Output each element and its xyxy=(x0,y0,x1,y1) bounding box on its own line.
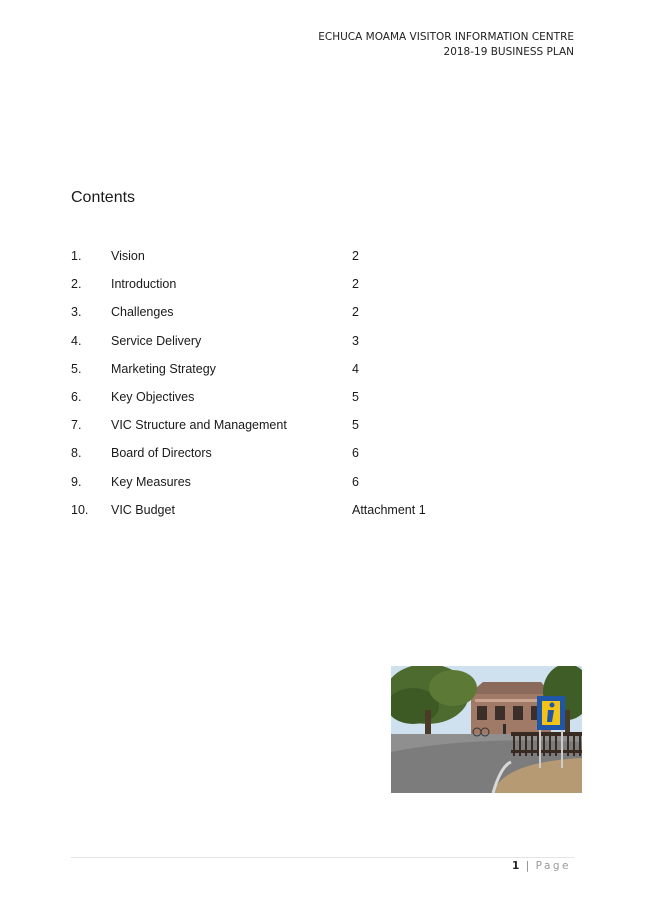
toc-entry-number: 3. xyxy=(71,305,82,320)
toc-entry-number: 7. xyxy=(71,418,82,433)
toc-entry-number: 2. xyxy=(71,277,82,292)
header-line-organisation: ECHUCA MOAMA VISITOR INFORMATION CENTRE xyxy=(318,31,574,43)
toc-entry-title: VIC Budget xyxy=(111,502,175,517)
toc-entry-number: 1. xyxy=(71,249,82,263)
toc-entry-page: 2 xyxy=(352,249,359,263)
contents-title: Contents xyxy=(71,189,136,206)
toc-entry[interactable] xyxy=(71,445,471,473)
header-line-plan: 2018-19 BUSINESS PLAN xyxy=(443,46,574,58)
toc-entry-page: 6 xyxy=(352,446,359,461)
toc-entry-title: Challenges xyxy=(111,305,174,320)
footer-divider xyxy=(71,857,574,858)
page-number: 1 xyxy=(512,860,520,872)
toc-entry[interactable] xyxy=(71,389,471,417)
toc-entry-title: Introduction xyxy=(111,277,177,292)
page-label: Page xyxy=(535,860,571,872)
footer-separator: | xyxy=(525,860,530,872)
toc-entry[interactable] xyxy=(71,333,471,361)
toc-entry-page: 6 xyxy=(352,474,359,489)
toc-entry-page: Attachment 1 xyxy=(352,502,426,517)
toc-entry-title: Vision xyxy=(111,249,145,263)
toc-entry-number: 9. xyxy=(71,474,82,489)
toc-entry-page: 5 xyxy=(352,418,359,433)
toc-entry-title: Key Objectives xyxy=(111,389,195,404)
toc-entry[interactable] xyxy=(71,248,471,276)
toc-entry-number: 6. xyxy=(71,389,82,404)
toc-entry-title: VIC Structure and Management xyxy=(111,418,287,433)
document-header xyxy=(318,30,574,60)
toc-entry-page: 4 xyxy=(352,361,359,376)
toc-entry-title: Board of Directors xyxy=(111,446,212,461)
page-footer xyxy=(512,859,571,873)
toc-entry-number: 8. xyxy=(71,446,82,461)
toc-entry-page: 3 xyxy=(352,333,359,348)
toc-entry-page: 2 xyxy=(352,305,359,320)
visitor-centre-photo xyxy=(391,666,582,793)
toc-entry[interactable] xyxy=(71,276,471,304)
toc-entry[interactable] xyxy=(71,417,471,445)
toc-entry[interactable] xyxy=(71,474,471,502)
toc-entry-number: 5. xyxy=(71,361,82,376)
toc-entry-title: Marketing Strategy xyxy=(111,361,216,376)
toc-entry-title: Service Delivery xyxy=(111,333,202,348)
toc-entry-page: 2 xyxy=(352,277,359,292)
toc-entry[interactable] xyxy=(71,502,471,530)
table-of-contents xyxy=(71,248,471,530)
toc-entry-number: 10. xyxy=(71,502,89,517)
toc-entry-title: Key Measures xyxy=(111,474,191,489)
toc-entry[interactable] xyxy=(71,304,471,332)
toc-entry[interactable] xyxy=(71,361,471,389)
toc-entry-number: 4. xyxy=(71,333,82,348)
toc-entry-page: 5 xyxy=(352,389,359,404)
